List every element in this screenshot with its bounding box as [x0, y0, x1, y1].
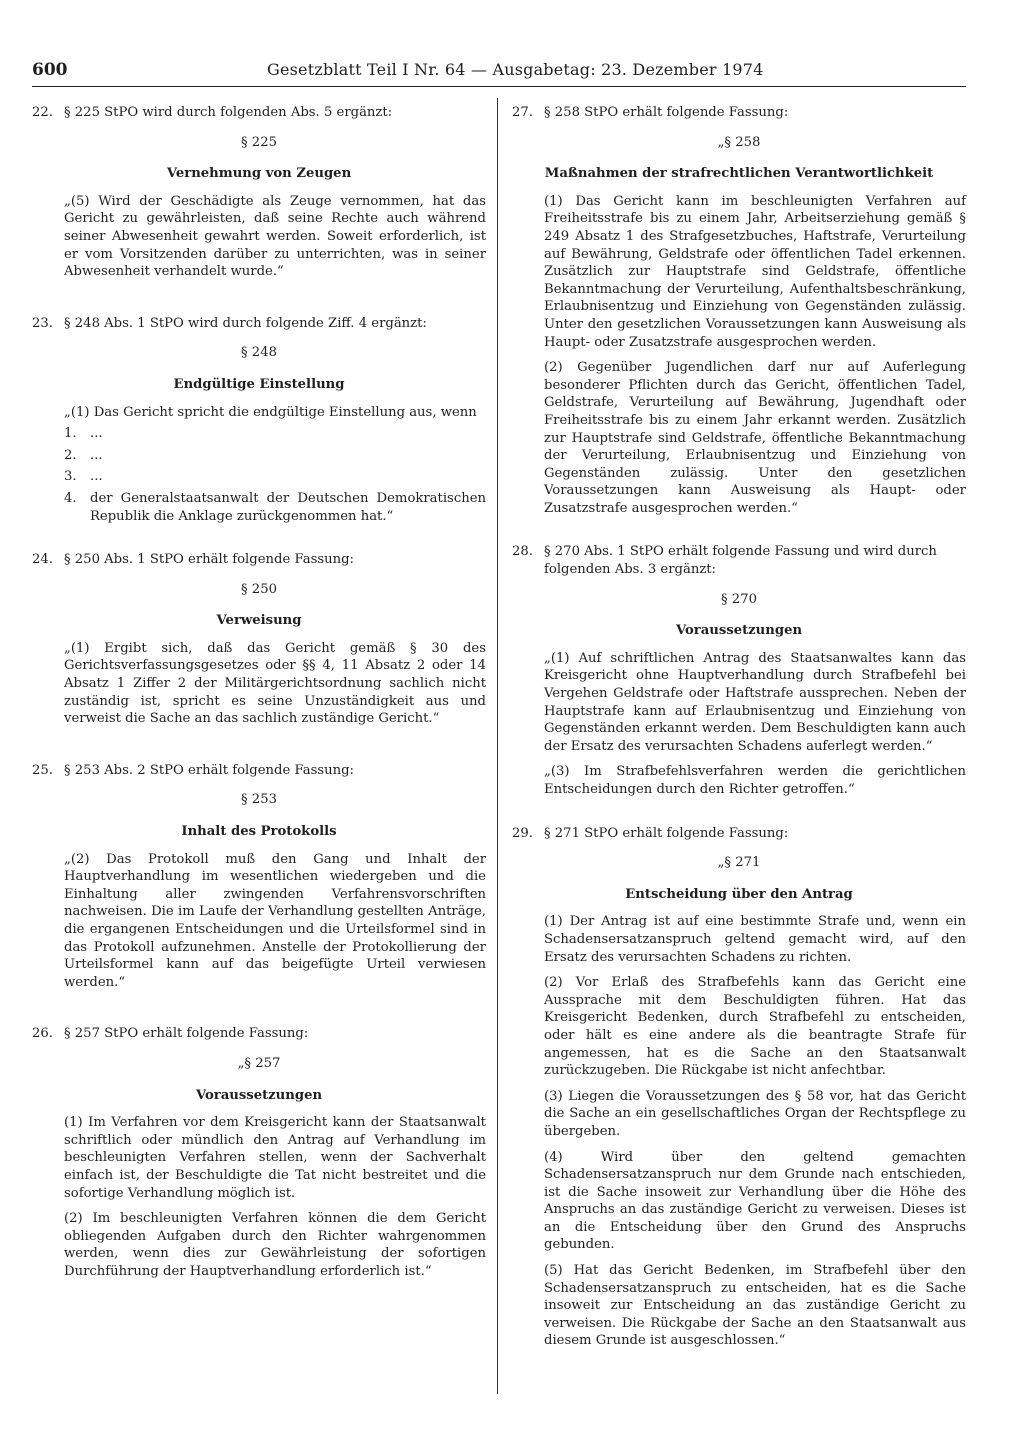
- item-number: 24.: [32, 552, 53, 568]
- list-text: ...: [90, 447, 103, 463]
- paragraph: „(5) Wird der Geschädigte als Zeuge vernommen, hat das Gericht zu gewährleisten, daß seine Rechte auch während seiner Abwesenheit gewahrt werden. Soweit erforderlich, ist er vom Vorsitzenden darüber zu unterrichten, was in seiner Abwesenheit verhandelt wurde.“: [64, 193, 486, 280]
- section-title: Voraussetzungen: [675, 623, 803, 639]
- paragraph: (1) Der Antrag ist auf eine bestimmte Strafe und, wenn ein Schadensersatzanspruch geltend gemacht wird, auf den Ersatz des verursachten Schadens zu richten.: [544, 914, 966, 965]
- list-item: [64, 447, 486, 465]
- item-intro-text: § 270 Abs. 1 StPO erhält folgende Fassung und wird durch folgenden Abs. 3 ergänzt:: [544, 544, 937, 578]
- list-item: [64, 490, 486, 525]
- list-item: [64, 425, 486, 443]
- item-number: 26.: [32, 1026, 53, 1042]
- item-intro: [32, 104, 486, 122]
- section-title: Maßnahmen der strafrechtlichen Verantwortlichkeit: [544, 166, 934, 182]
- section-title: Inhalt des Protokolls: [181, 824, 337, 840]
- item-24: [32, 551, 486, 728]
- paragraph: (2) Im beschleunigten Verfahren können die dem Gericht obliegenden Aufgaben durch den Richter wahrgenommen werden, wenn dies zur Gewährleistung der sofortigen Durchführung der Hauptverhandlung erforderlich ist.“: [64, 1211, 486, 1279]
- list-number: 1.: [64, 426, 77, 442]
- item-27: [512, 104, 966, 517]
- right-column: [512, 104, 966, 1358]
- item-intro: [512, 543, 966, 578]
- item-intro: [512, 104, 966, 122]
- item-intro-text: § 257 StPO erhält folgende Fassung:: [64, 1026, 309, 1042]
- item-number: 28.: [512, 544, 533, 560]
- section-title: Endgültige Einstellung: [173, 376, 345, 392]
- item-intro: [32, 1025, 486, 1043]
- paragraph: „(2) Das Protokoll muß den Gang und Inhalt der Hauptverhandlung im wesentlichen wiedergeben und die Einhaltung aller zwingenden Verfahrensvorschriften nachweisen. Die im Laufe der Verhandlung gestellten Anträge, die ergangenen Entscheidungen und die Urteilsformel sind in das Protokoll aufzunehmen. Anstelle der Protokollierung der Urteilsformel kann auf das beigefügte Urteil verwiesen werden.“: [64, 851, 486, 990]
- item-26: [32, 1025, 486, 1280]
- section-number: „§ 257: [237, 1055, 281, 1071]
- section-number: § 248: [241, 345, 277, 361]
- list-text: der Generalstaatsanwalt der Deutschen Demokratischen Republik die Anklage zurückgenommen hat.“: [90, 490, 486, 524]
- column-divider: [497, 98, 498, 1394]
- item-22: [32, 104, 486, 281]
- list-number: 2.: [64, 447, 77, 463]
- paragraph: (2) Vor Erlaß des Strafbefehls kann das Gericht eine Aussprache mit dem Beschuldigten führen. Hat das Kreisgericht Bedenken, durch Strafbefehl zu entscheiden, oder hält es eine andere als die beantragte Strafe für angemessen, hat es die Sache an den Staatsanwalt zurückzugeben. Die Rückgabe ist nicht anfechtbar.: [544, 975, 966, 1079]
- item-intro: [32, 315, 486, 333]
- item-intro-text: § 225 StPO wird durch folgenden Abs. 5 ergänzt:: [64, 105, 393, 120]
- section-title: Entscheidung über den Antrag: [625, 886, 853, 902]
- item-intro: [32, 551, 486, 569]
- paragraph: „(3) Im Strafbefehlsverfahren werden die gerichtlichen Entscheidungen durch den Richter getroffen.“: [544, 764, 966, 797]
- item-intro-text: § 253 Abs. 2 StPO erhält folgende Fassung:: [64, 762, 354, 778]
- section-number: § 253: [241, 792, 277, 808]
- item-number: 27.: [512, 105, 533, 120]
- item-number: 25.: [32, 762, 53, 778]
- paragraph: „(1) Das Gericht spricht die endgültige Einstellung aus, wenn: [64, 404, 477, 420]
- header-title: Gesetzblatt Teil I Nr. 64 — Ausgabetag: 23. Dezember 1974: [267, 60, 764, 79]
- item-intro-text: § 258 StPO erhält folgende Fassung:: [544, 105, 789, 120]
- paragraph: „(1) Ergibt sich, daß das Gericht gemäß § 30 des Gerichtsverfassungsgesetzes oder §§ 4, 11 Absatz 2 oder 14 Absatz 1 Ziffer 2 der Militärgerichtsordnung sachlich nicht zuständig ist, spricht es seine Unzuständigkeit aus und verweist die Sache an das sachlich zuständige Gericht.“: [64, 640, 486, 727]
- section-number: § 270: [721, 591, 757, 607]
- list-number: 3.: [64, 469, 77, 485]
- item-intro-text: § 271 StPO erhält folgende Fassung:: [544, 825, 789, 841]
- paragraph: (4) Wird über den geltend gemachten Schadensersatzanspruch nur dem Grunde nach entschieden, ist die Sache insoweit zur Verhandlung über die Höhe des Anspruchs an das zuständige Gericht zu verweisen. Dieses ist an die Entscheidung über den Grund des Anspruchs gebunden.: [544, 1149, 966, 1253]
- section-title: Voraussetzungen: [195, 1087, 323, 1103]
- section-number: „§ 271: [717, 855, 761, 871]
- list-text: ...: [90, 469, 103, 485]
- item-number: 22.: [32, 105, 53, 120]
- paragraph: (2) Gegenüber Jugendlichen darf nur auf Auferlegung besonderer Pflichten durch das Gericht, öffentlichen Tadel, Geldstrafe, Verurteilung auf Bewährung, Jugendhaft oder Freiheitsstrafe bis zu einem Jahr erkannt werden. Zusätzlich zur Hauptstrafe sind Geldstrafe, öffentliche Bekanntmachung der Verurteilung, Erlaubnisentzug und Einziehung von Gegenständen zulässig. Unter den gesetzlichen Voraussetzungen kann Ausweisung als Haupt- oder Zusatzstrafe ausgesprochen werden.“: [544, 360, 966, 516]
- item-intro-text: § 250 Abs. 1 StPO erhält folgende Fassung:: [64, 552, 354, 568]
- item-29: [512, 825, 966, 1350]
- section-number: § 225: [241, 134, 277, 150]
- paragraph: (5) Hat das Gericht Bedenken, im Strafbefehl über den Schadensersatzanspruch zu entscheiden, hat es die Sache insoweit zur Entscheidung an das zuständige Gericht zu verweisen. Die Rückgabe der Sache an den Staatsanwalt aus diesem Grunde ist ausgeschlossen.“: [544, 1263, 966, 1349]
- section-title: Verweisung: [216, 613, 302, 629]
- paragraph: (1) Im Verfahren vor dem Kreisgericht kann der Staatsanwalt schriftlich oder mündlich den Antrag auf Verhandlung im beschleunigten Verfahren stellen, wenn der Sachverhalt einfach ist, der Beschuldigte die Tat nicht bestreitet und die sofortige Verhandlung möglich ist.: [64, 1115, 486, 1201]
- left-column: [32, 104, 486, 1289]
- paragraph: (3) Liegen die Voraussetzungen des § 58 vor, hat das Gericht die Sache an ein gesellschaftliches Organ der Rechtspflege zu übergeben.: [544, 1088, 966, 1139]
- page-header: [32, 58, 966, 87]
- list-number: 4.: [64, 490, 77, 506]
- item-number: 23.: [32, 315, 53, 331]
- paragraph: (1) Das Gericht kann im beschleunigten Verfahren auf Freiheitsstrafe bis zu einem Jahr, Arbeitserziehung gemäß § 249 Absatz 1 des Strafgesetzbuches, Haftstrafe, Verurteilung auf Bewährung, Geldstrafe oder öffentlichen Tadel erkennen. Zusätzlich zur Hauptstrafe sind Geldstrafe, öffentliche Bekanntmachung der Verurteilung, Aufenthaltsbeschränkung, Erlaubnisentzug und Einziehung von Gegenständen zulässig. Unter den gesetzlichen Voraussetzungen kann Ausweisung als Haupt- oder Zusatzstrafe ausgesprochen werden.: [544, 193, 966, 350]
- list-text: ...: [90, 426, 103, 442]
- item-23: [32, 315, 486, 525]
- item-intro-text: § 248 Abs. 1 StPO wird durch folgende Ziff. 4 ergänzt:: [64, 315, 427, 331]
- item-intro: [32, 762, 486, 780]
- section-number: § 250: [241, 581, 277, 597]
- section-title: Vernehmung von Zeugen: [166, 166, 352, 182]
- item-28: [512, 543, 966, 798]
- section-number: „§ 258: [717, 134, 761, 150]
- list-item: [64, 468, 486, 486]
- numbered-list: [32, 425, 486, 525]
- item-number: 29.: [512, 825, 533, 841]
- item-25: [32, 762, 486, 992]
- page-number: 600: [32, 60, 68, 80]
- paragraph: „(1) Auf schriftlichen Antrag des Staatsanwaltes kann das Kreisgericht ohne Hauptverhandlung durch Strafbefehl bei Vergehen Geldstrafe oder Haftstrafe aussprechen. Neben der Hauptstrafe kann auf Erlaubnisentzug und Einziehung von Gegenständen erkannt werden. Dem Beschuldigten kann auch der Ersatz des verursachten Schadens auferlegt werden.“: [544, 650, 966, 754]
- item-intro: [512, 825, 966, 843]
